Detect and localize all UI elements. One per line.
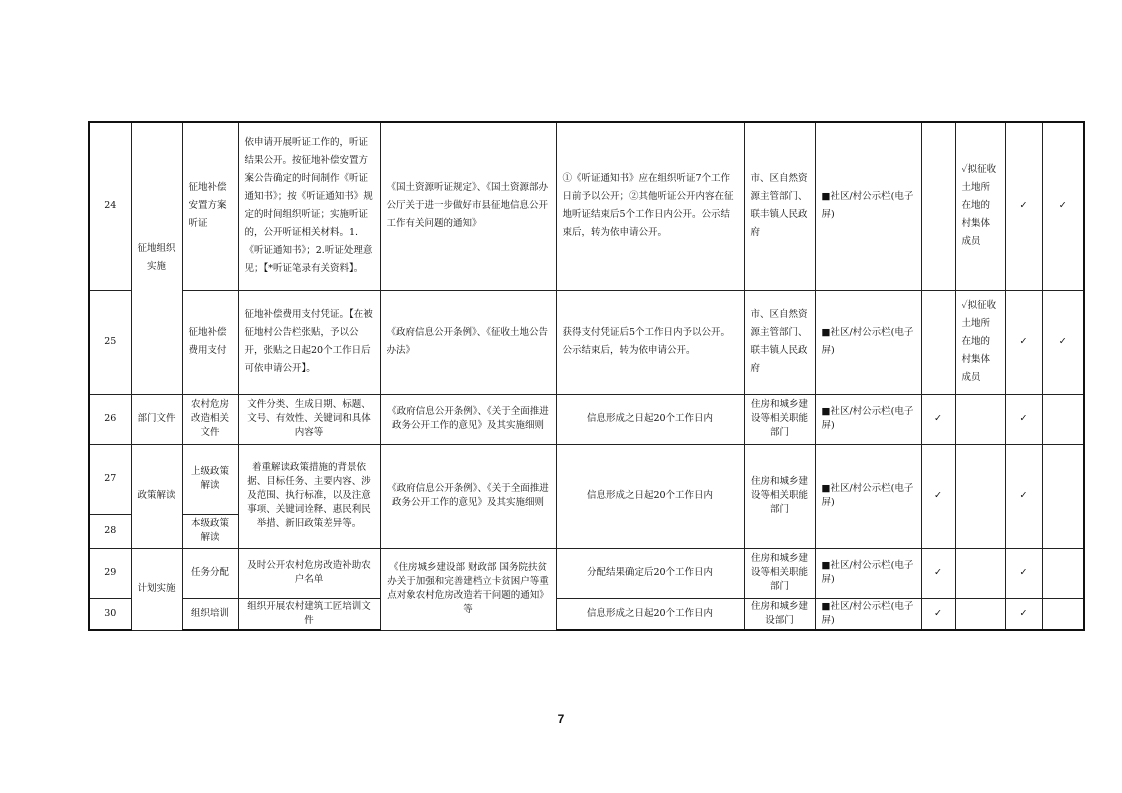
- check-cell: [921, 122, 955, 290]
- check-cell: ✓: [1005, 290, 1042, 394]
- scope-cell: ✓拟征收土地所在地的村集体成员: [955, 122, 1005, 290]
- check-cell: ✓: [1005, 444, 1042, 548]
- check-cell: [1042, 394, 1084, 444]
- time-cell: 获得支付凭证后5个工作日内予以公开。公示结束后，转为依申请公开。: [556, 290, 744, 394]
- basis-cell: 《住房城乡建设部 财政部 国务院扶贫办关于加强和完善建档立卡贫困户等重点对象农村危房改造若干问题的通知》等: [380, 548, 556, 630]
- row-number: 25: [89, 290, 131, 394]
- category-cell: 计划实施: [131, 548, 182, 630]
- time-cell: 信息形成之日起20个工作日内: [556, 444, 744, 548]
- item-cell: 农村危房改造相关文件: [182, 394, 238, 444]
- channel-cell: ■社区/村公示栏(电子屏): [815, 394, 921, 444]
- dept-cell: 市、区自然资源主管部门、联丰镇人民政府: [744, 122, 815, 290]
- basis-cell: 《政府信息公开条例》、《关于全面推进政务公开工作的意见》及其实施细则: [380, 394, 556, 444]
- check-cell: [1042, 598, 1084, 630]
- channel-cell: ■社区/村公示栏(电子屏): [815, 290, 921, 394]
- row-number: 28: [89, 514, 131, 548]
- basis-cell: 《政府信息公开条例》、《征收土地公告办法》: [380, 290, 556, 394]
- time-cell: 信息形成之日起20个工作日内: [556, 598, 744, 630]
- content-cell: 征地补偿费用支付凭证。【在被征地村公告栏张贴，予以公开，张贴之日起20个工作日后可依申请公开】。: [238, 290, 380, 394]
- check-cell: [1042, 444, 1084, 548]
- basis-cell: 《政府信息公开条例》、《关于全面推进政务公开工作的意见》及其实施细则: [380, 444, 556, 548]
- check-cell: ✓: [1042, 122, 1084, 290]
- row-number: 24: [89, 122, 131, 290]
- check-cell: ✓: [921, 394, 955, 444]
- check-cell: ✓: [1005, 394, 1042, 444]
- table-row: [89, 290, 1084, 394]
- row-number: 29: [89, 548, 131, 598]
- item-cell: 征地补偿费用支付: [182, 290, 238, 394]
- table-row: [89, 548, 1084, 598]
- table-row: [89, 122, 1084, 290]
- content-cell: 依申请开展听证工作的，听证结果公开。按征地补偿安置方案公告确定的时间制作《听证通知书》；按《听证通知书》规定的时间组织听证；实施听证的，公开听证相关材料。1.《听证通知书》；2.听证处理意见；【*听证笔录有关资料】。: [238, 122, 380, 290]
- check-cell: ✓: [1005, 122, 1042, 290]
- time-cell: ①《听证通知书》应在组织听证7个工作日前予以公开；②其他听证公开内容在征地听证结束后5个工作日内公开。公示结束后，转为依申请公开。: [556, 122, 744, 290]
- item-cell: 本级政策解读: [182, 514, 238, 548]
- row-number: 27: [89, 444, 131, 514]
- time-cell: 信息形成之日起20个工作日内: [556, 394, 744, 444]
- channel-cell: ■社区/村公示栏(电子屏): [815, 598, 921, 630]
- dept-cell: 住房和城乡建设部门: [744, 598, 815, 630]
- check-cell: [955, 598, 1005, 630]
- content-cell: 着重解读政策措施的背景依据、目标任务、主要内容、涉及范围、执行标准，以及注意事项、关键词诠释、惠民利民举措、新旧政策差异等。: [238, 444, 380, 548]
- item-cell: 组织培训: [182, 598, 238, 630]
- check-cell: [955, 444, 1005, 548]
- channel-cell: ■社区/村公示栏(电子屏): [815, 122, 921, 290]
- check-cell: ✓: [921, 598, 955, 630]
- check-cell: ✓: [1005, 548, 1042, 598]
- item-cell: 上级政策解读: [182, 444, 238, 514]
- row-number: 30: [89, 598, 131, 630]
- check-cell: [921, 290, 955, 394]
- content-cell: 文件分类、生成日期、标题、文号、有效性、关键词和具体内容等: [238, 394, 380, 444]
- dept-cell: 住房和城乡建设等相关职能部门: [744, 444, 815, 548]
- content-cell: 组织开展农村建筑工匠培训文件: [238, 598, 380, 630]
- dept-cell: 市、区自然资源主管部门、联丰镇人民政府: [744, 290, 815, 394]
- check-cell: [1042, 548, 1084, 598]
- basis-cell: 《国土资源听证规定》、《国土资源部办公厅关于进一步做好市县征地信息公开工作有关问题的通知》: [380, 122, 556, 290]
- check-cell: ✓: [1042, 290, 1084, 394]
- content-cell: 及时公开农村危房改造补助农户名单: [238, 548, 380, 598]
- item-cell: 征地补偿安置方案听证: [182, 122, 238, 290]
- disclosure-table: [88, 121, 1085, 631]
- dept-cell: 住房和城乡建设等相关职能部门: [744, 394, 815, 444]
- table-row: [89, 598, 1084, 630]
- scope-cell: ✓拟征收土地所在地的村集体成员: [955, 290, 1005, 394]
- channel-cell: ■社区/村公示栏(电子屏): [815, 444, 921, 548]
- time-cell: 分配结果确定后20个工作日内: [556, 548, 744, 598]
- item-cell: 任务分配: [182, 548, 238, 598]
- channel-cell: ■社区/村公示栏(电子屏): [815, 548, 921, 598]
- category-cell: 征地组织实施: [131, 122, 182, 394]
- check-cell: [955, 548, 1005, 598]
- category-cell: 政策解读: [131, 444, 182, 548]
- check-cell: ✓: [921, 444, 955, 548]
- row-number: 26: [89, 394, 131, 444]
- check-cell: ✓: [1005, 598, 1042, 630]
- table-row: [89, 444, 1084, 514]
- category-cell: 部门文件: [131, 394, 182, 444]
- check-cell: [955, 394, 1005, 444]
- page-number: 7: [557, 712, 565, 726]
- table-row: [89, 394, 1084, 444]
- dept-cell: 住房和城乡建设等相关职能部门: [744, 548, 815, 598]
- check-cell: ✓: [921, 548, 955, 598]
